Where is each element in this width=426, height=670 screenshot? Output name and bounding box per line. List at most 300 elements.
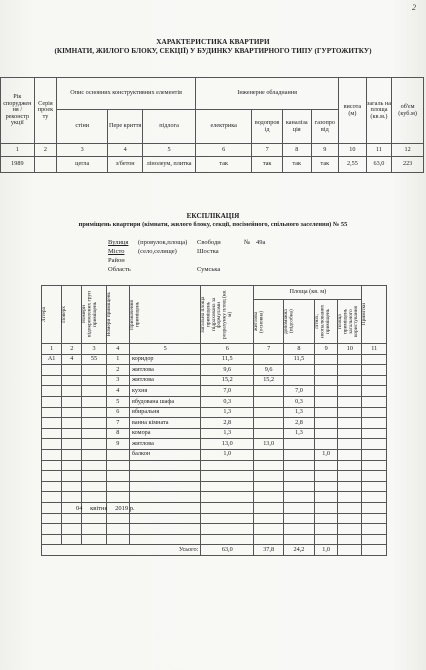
- empty-cell: [106, 460, 129, 471]
- empty-cell: [362, 460, 387, 471]
- empty-cell: [42, 502, 62, 513]
- empty-cell: [362, 492, 387, 503]
- num-cell: 10: [339, 144, 367, 157]
- table-row-cell: 11,5: [284, 354, 315, 365]
- street-type: (провулок,площа): [138, 239, 188, 246]
- empty-cell: [106, 471, 129, 482]
- table-row-cell: [362, 449, 387, 460]
- cell-sewer: так: [282, 157, 311, 173]
- empty-cell: [284, 460, 315, 471]
- empty-cell: [314, 460, 337, 471]
- table-row-cell: [254, 449, 284, 460]
- cell-walls: цегла: [57, 157, 108, 173]
- empty-cell: [284, 524, 315, 535]
- table-row-cell: [42, 449, 62, 460]
- empty-cell: [106, 534, 129, 545]
- date-year: 2019 р.: [115, 505, 135, 512]
- empty-cell: [338, 471, 362, 482]
- empty-cell: [201, 524, 254, 535]
- column-numbers-row-cell: 7: [254, 344, 284, 355]
- empty-cell: [314, 534, 337, 545]
- table-row-cell: [254, 418, 284, 429]
- table-row-cell: [42, 418, 62, 429]
- table-row-cell: [284, 375, 315, 386]
- empty-cell: [129, 471, 200, 482]
- table-row-cell: 13,0: [201, 439, 254, 450]
- empty-cell: [254, 460, 284, 471]
- empty-cell: [42, 481, 62, 492]
- region-label: Область: [108, 266, 131, 273]
- table-row-cell: [254, 407, 284, 418]
- empty-cell: [314, 492, 337, 503]
- column-numbers-row-cell: 11: [362, 344, 387, 355]
- col-structures: Опис основних конструктивних елементів: [57, 78, 196, 110]
- table-row-cell: [254, 396, 284, 407]
- table-row-cell: [254, 428, 284, 439]
- empty-cell: [201, 471, 254, 482]
- col-apt: [82, 286, 106, 344]
- col-living-label: житлова (основна): [253, 310, 265, 333]
- col-total-label: Загальна площа приміщень підрахована за формулами розрахунку площ (кв. м): [200, 289, 234, 340]
- empty-cell: [254, 492, 284, 503]
- table-row: [42, 428, 387, 439]
- col-purpose-label: Призначення приміщень: [128, 299, 141, 330]
- column-numbers-row-cell: 9: [314, 344, 337, 355]
- table-row-cell: [62, 439, 82, 450]
- cell-volume: 223: [392, 157, 424, 173]
- empty-row: [42, 534, 387, 545]
- col-room: [106, 286, 129, 344]
- empty-cell: [284, 534, 315, 545]
- table-row-cell: [42, 365, 62, 376]
- col-water: водопров ід: [252, 110, 283, 144]
- explication-table: [41, 285, 387, 556]
- empty-cell: [201, 492, 254, 503]
- table-row-cell: [82, 428, 106, 439]
- col-litera-label: Літера: [41, 307, 47, 322]
- empty-cell: [106, 513, 129, 524]
- empty-cell: [62, 492, 82, 503]
- col-common-label: площа приміщень загального користування: [337, 305, 360, 338]
- empty-row: [42, 471, 387, 482]
- table-row-cell: [82, 375, 106, 386]
- num-cell: 5: [142, 144, 195, 157]
- table-row-cell: [362, 439, 387, 450]
- empty-cell: [254, 534, 284, 545]
- empty-cell: [42, 471, 62, 482]
- col-year: Рік споруджен ня /реконстр укції: [1, 78, 35, 144]
- cell-year: 1989: [1, 157, 35, 173]
- table-row-cell: [362, 375, 387, 386]
- table-row-cell: 0,3: [201, 396, 254, 407]
- table-row-cell: [82, 407, 106, 418]
- empty-cell: [338, 481, 362, 492]
- empty-cell: [254, 481, 284, 492]
- table-row-cell: 1,3: [284, 407, 315, 418]
- empty-cell: [362, 502, 387, 513]
- table-row-cell: 1,3: [201, 428, 254, 439]
- col-electric: електрика: [196, 110, 252, 144]
- empty-cell: [129, 513, 200, 524]
- table-row: [42, 418, 387, 429]
- table-row-cell: [338, 354, 362, 365]
- empty-row: [42, 460, 387, 471]
- table-row-cell: [284, 449, 315, 460]
- table-row-cell: 1,0: [201, 449, 254, 460]
- table-row-cell: [338, 386, 362, 397]
- col-aux: [284, 300, 315, 344]
- table-row-cell: 2,8: [284, 418, 315, 429]
- table-row-cell: 7,0: [284, 386, 315, 397]
- col-living: [254, 300, 284, 344]
- place-label: Місто: [108, 248, 125, 255]
- explication-subtitle: приміщень квартири (кімнати, жилого блоку, секції, посімейного, спільного заселення) № 55: [78, 221, 348, 228]
- table-row-cell: ванна кімната: [129, 418, 200, 429]
- table-row-cell: вбудована шафа: [129, 396, 200, 407]
- table-row-cell: [314, 354, 337, 365]
- page-number: 2: [412, 3, 416, 12]
- region-value: Сумська: [197, 266, 221, 273]
- col-volume: об'єм (куб.м): [392, 78, 424, 144]
- col-summer-label: літніх, неопалюваних приміщень: [313, 304, 331, 339]
- col-aux-label: допоміжна (підсобна): [283, 309, 295, 334]
- empty-cell: [284, 481, 315, 492]
- empty-cell: [62, 471, 82, 482]
- table-row-cell: [314, 407, 337, 418]
- table-row: [42, 407, 387, 418]
- column-numbers-row: [42, 344, 387, 355]
- total-cell: 37,8: [254, 545, 284, 556]
- table-row-cell: [82, 439, 106, 450]
- table-row-cell: 7,0: [201, 386, 254, 397]
- num-cell: 2: [34, 144, 56, 157]
- table-row-cell: [106, 449, 129, 460]
- date-month: квітня: [90, 505, 108, 512]
- house-value: 49а: [256, 239, 266, 246]
- empty-cell: [82, 534, 106, 545]
- table-row-cell: вбиральня: [129, 407, 200, 418]
- cell-gas: так: [311, 157, 339, 173]
- total-label: Усього:: [42, 545, 201, 556]
- table-row-cell: 1,3: [284, 428, 315, 439]
- col-common: [338, 300, 362, 344]
- table-row: [42, 439, 387, 450]
- empty-cell: [106, 481, 129, 492]
- address-block: [108, 239, 328, 279]
- table-row: [42, 449, 387, 460]
- empty-cell: [284, 502, 315, 513]
- cell-total-area: 63,0: [366, 157, 392, 173]
- table-row: [42, 396, 387, 407]
- column-numbers-row-cell: 6: [201, 344, 254, 355]
- table-row-cell: 11,5: [201, 354, 254, 365]
- table-row-cell: [42, 386, 62, 397]
- empty-cell: [314, 524, 337, 535]
- document-date: [76, 505, 141, 512]
- column-numbers-row-cell: 10: [338, 344, 362, 355]
- place-value: Шостка: [197, 248, 219, 255]
- table-row-cell: [82, 449, 106, 460]
- table-row-cell: 4: [106, 386, 129, 397]
- table-row-cell: [362, 396, 387, 407]
- col-purpose: [129, 286, 200, 344]
- num-cell: 7: [252, 144, 283, 157]
- table-row-cell: [362, 354, 387, 365]
- table-row-cell: 15,2: [254, 375, 284, 386]
- empty-cell: [42, 534, 62, 545]
- table-row-cell: 9: [106, 439, 129, 450]
- table-row-cell: [338, 439, 362, 450]
- col-height: висота (м): [339, 78, 367, 144]
- column-numbers-row-cell: 3: [82, 344, 106, 355]
- table-row: [42, 365, 387, 376]
- table-row-cell: [362, 365, 387, 376]
- table-row-cell: [82, 396, 106, 407]
- empty-cell: [254, 502, 284, 513]
- table-row-cell: [314, 428, 337, 439]
- table-row-cell: [338, 449, 362, 460]
- num-cell: 8: [282, 144, 311, 157]
- table-row-cell: 2,8: [201, 418, 254, 429]
- table-row-cell: 1: [106, 354, 129, 365]
- empty-cell: [254, 471, 284, 482]
- empty-cell: [62, 460, 82, 471]
- empty-cell: [254, 524, 284, 535]
- table-row-cell: [362, 418, 387, 429]
- table-row: [42, 354, 387, 365]
- table-row-cell: 1,0: [314, 449, 337, 460]
- empty-cell: [42, 460, 62, 471]
- table-row-cell: [62, 365, 82, 376]
- num-cell: 4: [108, 144, 143, 157]
- characteristics-title: ХАРАКТЕРИСТИКА КВАРТИРИ: [156, 38, 270, 46]
- table-row-cell: [62, 375, 82, 386]
- total-cell: 24,2: [284, 545, 315, 556]
- empty-cell: [314, 471, 337, 482]
- empty-cell: [254, 513, 284, 524]
- table-row-cell: [338, 365, 362, 376]
- table-row-cell: [314, 386, 337, 397]
- col-notes: [362, 286, 387, 344]
- num-cell: 3: [57, 144, 108, 157]
- characteristics-data-row: [1, 157, 424, 173]
- col-apt-label: Номери відокремлених груп приміщень: [81, 291, 99, 338]
- empty-cell: [362, 534, 387, 545]
- total-cell: 1,0: [314, 545, 337, 556]
- empty-cell: [106, 524, 129, 535]
- table-row-cell: [42, 407, 62, 418]
- col-sewer: каналіза ція: [282, 110, 311, 144]
- empty-row: [42, 481, 387, 492]
- table-row-cell: [42, 428, 62, 439]
- empty-cell: [82, 513, 106, 524]
- table-row-cell: коридор: [129, 354, 200, 365]
- empty-cell: [284, 471, 315, 482]
- table-row-cell: 1,3: [201, 407, 254, 418]
- empty-cell: [82, 460, 106, 471]
- empty-cell: [201, 481, 254, 492]
- table-row-cell: [284, 365, 315, 376]
- table-row-cell: 6: [106, 407, 129, 418]
- district-label: Район: [108, 257, 125, 264]
- table-row-cell: 15,2: [201, 375, 254, 386]
- num-cell: 9: [311, 144, 339, 157]
- table-row-cell: 7: [106, 418, 129, 429]
- empty-cell: [314, 481, 337, 492]
- col-floor: [62, 286, 82, 344]
- column-numbers-row-cell: 4: [106, 344, 129, 355]
- col-total-area: загаль на площа (кв.м.): [366, 78, 392, 144]
- empty-cell: [362, 513, 387, 524]
- empty-cell: [82, 524, 106, 535]
- table-row-cell: [254, 354, 284, 365]
- empty-cell: [201, 460, 254, 471]
- col-engineering: Інженерне обладнання: [196, 78, 339, 110]
- table-row-cell: [254, 386, 284, 397]
- table-row-cell: 8: [106, 428, 129, 439]
- empty-row: [42, 524, 387, 535]
- table-row-cell: [62, 386, 82, 397]
- empty-cell: [362, 481, 387, 492]
- table-row-cell: [338, 375, 362, 386]
- cell-electric: так: [196, 157, 252, 173]
- table-row-cell: 3: [106, 375, 129, 386]
- table-row-cell: [82, 386, 106, 397]
- table-row-cell: [314, 365, 337, 376]
- empty-cell: [129, 534, 200, 545]
- column-numbers-row: [1, 144, 424, 157]
- table-row-cell: 2: [106, 365, 129, 376]
- empty-cell: [338, 502, 362, 513]
- empty-cell: [362, 471, 387, 482]
- table-row-cell: [62, 428, 82, 439]
- column-numbers-row-cell: 8: [284, 344, 315, 355]
- table-row-cell: 4: [62, 354, 82, 365]
- empty-cell: [201, 534, 254, 545]
- col-litera: [42, 286, 62, 344]
- table-row-cell: [338, 396, 362, 407]
- cell-series: [34, 157, 56, 173]
- table-row-cell: [362, 407, 387, 418]
- col-total: [201, 286, 254, 344]
- table-row-cell: [338, 428, 362, 439]
- empty-cell: [82, 492, 106, 503]
- col-walls: стіни: [57, 110, 108, 144]
- table-row-cell: А1: [42, 354, 62, 365]
- empty-cell: [129, 492, 200, 503]
- col-floor: підлога: [142, 110, 195, 144]
- num-cell: 6: [196, 144, 252, 157]
- table-row-cell: житлова: [129, 375, 200, 386]
- empty-cell: [62, 513, 82, 524]
- empty-cell: [42, 513, 62, 524]
- empty-cell: [338, 513, 362, 524]
- table-row-cell: 9,6: [254, 365, 284, 376]
- street-label: Вулиця: [108, 239, 129, 246]
- table-row-cell: [338, 407, 362, 418]
- table-row-cell: [314, 439, 337, 450]
- empty-cell: [314, 502, 337, 513]
- empty-row: [42, 492, 387, 503]
- cell-slabs: з/бетон: [108, 157, 143, 173]
- num-cell: 12: [392, 144, 424, 157]
- empty-cell: [201, 502, 254, 513]
- empty-cell: [62, 534, 82, 545]
- characteristics-subtitle: (КІМНАТИ, ЖИЛОГО БЛОКУ, СЕКЦІЇ) У БУДИНКУ КВАРТИРНОГО ТИПУ (ГУРТОЖИТКУ): [54, 47, 372, 55]
- table-row-cell: [42, 375, 62, 386]
- date-day: 04: [76, 505, 83, 512]
- table-row-cell: [314, 375, 337, 386]
- table-row-cell: [62, 396, 82, 407]
- empty-cell: [284, 513, 315, 524]
- house-label: №: [244, 239, 251, 246]
- table-row-cell: 55: [82, 354, 106, 365]
- table-row-cell: [284, 439, 315, 450]
- table-row-cell: [62, 407, 82, 418]
- num-cell: 1: [1, 144, 35, 157]
- empty-cell: [42, 492, 62, 503]
- table-row-cell: 9,6: [201, 365, 254, 376]
- empty-cell: [338, 492, 362, 503]
- total-cell: [338, 545, 362, 556]
- empty-cell: [284, 492, 315, 503]
- empty-cell: [106, 492, 129, 503]
- table-row: [42, 375, 387, 386]
- table-row: [42, 386, 387, 397]
- empty-cell: [201, 513, 254, 524]
- explication-title: ЕКСПЛІКАЦІЯ: [186, 212, 240, 220]
- col-room-label: Номери приміщень: [105, 292, 112, 337]
- num-cell: 11: [366, 144, 392, 157]
- table-row-cell: кухня: [129, 386, 200, 397]
- empty-cell: [314, 513, 337, 524]
- col-slabs: Пере криття: [108, 110, 143, 144]
- table-row-cell: [362, 428, 387, 439]
- col-series: Серія проек ту: [34, 78, 56, 144]
- characteristics-table: [0, 77, 424, 173]
- table-row-cell: [314, 396, 337, 407]
- table-row-cell: [62, 418, 82, 429]
- table-row-cell: 5: [106, 396, 129, 407]
- empty-cell: [129, 460, 200, 471]
- empty-cell: [82, 471, 106, 482]
- total-row: [42, 545, 387, 556]
- table-row-cell: [42, 439, 62, 450]
- table-row-cell: [362, 386, 387, 397]
- street-value: Свободи: [197, 239, 221, 246]
- table-row-cell: [338, 418, 362, 429]
- place-type: (село,селище): [138, 248, 177, 255]
- table-row-cell: житлова: [129, 365, 200, 376]
- col-summer: [314, 300, 337, 344]
- empty-cell: [338, 534, 362, 545]
- empty-cell: [362, 524, 387, 535]
- empty-row: [42, 513, 387, 524]
- empty-cell: [129, 524, 200, 535]
- table-row-cell: [62, 449, 82, 460]
- col-notes-label: Примітки: [361, 303, 368, 326]
- col-gas: газопро від: [311, 110, 339, 144]
- column-numbers-row-cell: 2: [62, 344, 82, 355]
- table-row-cell: [42, 396, 62, 407]
- table-row-cell: житлова: [129, 439, 200, 450]
- empty-cell: [129, 481, 200, 492]
- table-row-cell: 13,0: [254, 439, 284, 450]
- empty-cell: [82, 481, 106, 492]
- table-row-cell: комора: [129, 428, 200, 439]
- col-area: Площа (кв. м): [254, 286, 362, 300]
- table-row-cell: [82, 418, 106, 429]
